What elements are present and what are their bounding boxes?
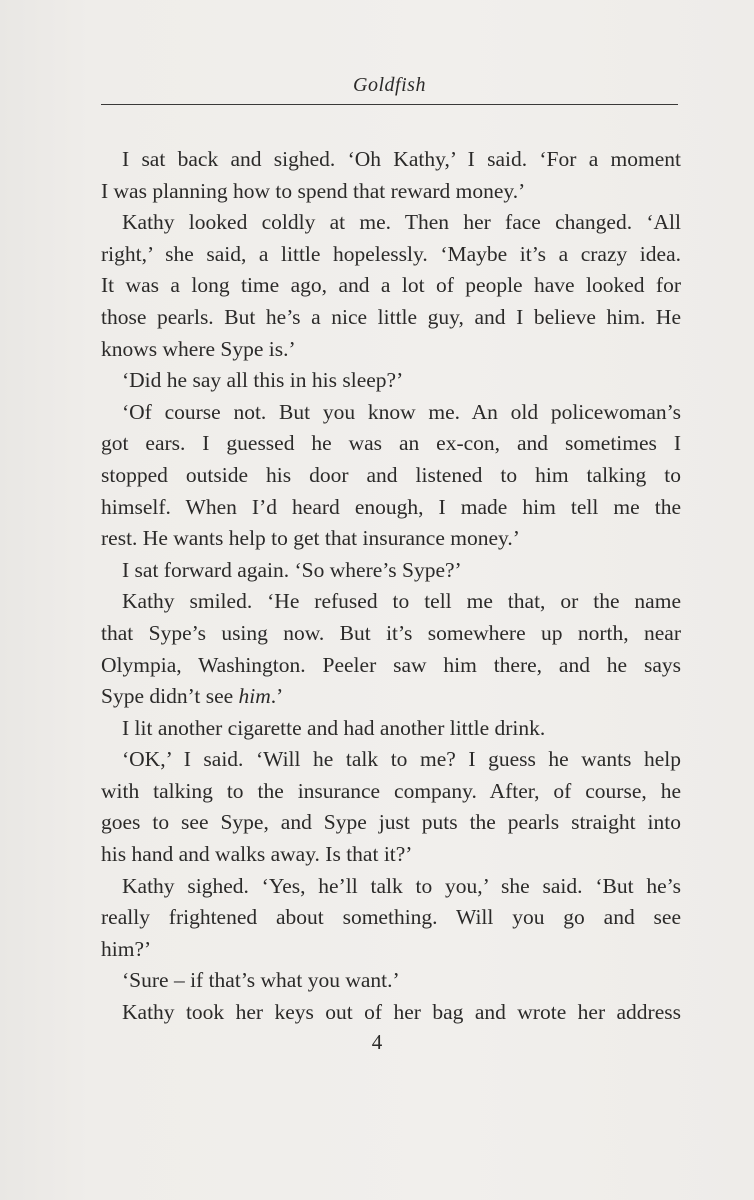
- text-line: I sat back and sighed. ‘Oh Kathy,’ I said. ‘For a moment: [122, 147, 681, 171]
- running-title: Goldfish: [353, 74, 426, 96]
- text-line: I lit another cigarette and had another little drink.: [122, 715, 546, 740]
- text-line: I sat forward again. ‘So where’s Sype?’: [122, 557, 462, 582]
- text-line: It was a long time ago, and a lot of people have looked for: [101, 273, 681, 298]
- paragraph: [101, 555, 681, 587]
- paragraph: [101, 997, 681, 1029]
- text-line: Kathy sighed. ‘Yes, he’ll talk to you,’ she said. ‘But he’s: [122, 873, 681, 898]
- text-line: I was planning how to spend that reward money.’: [101, 178, 526, 203]
- body-text: [101, 144, 681, 1029]
- paragraph: [101, 713, 681, 745]
- running-header: [101, 70, 678, 105]
- text-line: Kathy looked coldly at me. Then her face changed. ‘All: [122, 210, 681, 235]
- text-line: him?’: [101, 936, 152, 961]
- paragraph: [101, 586, 681, 712]
- text-line: knows where Sype is.’: [101, 336, 296, 361]
- text-line: ‘Sure – if that’s what you want.’: [122, 968, 400, 993]
- paragraph: [101, 871, 681, 966]
- text-line: himself. When I’d heard enough, I made him tell me the: [101, 494, 681, 519]
- text-run: .’: [270, 684, 284, 709]
- text-line: that Sype’s using now. But it’s somewhere up north, near: [101, 620, 681, 645]
- text-line: his hand and walks away. Is that it?’: [101, 842, 413, 867]
- text-line: rest. He wants help to get that insurance money.’: [101, 526, 520, 551]
- text-line: ‘Of course not. But you know me. An old policewoman’s: [122, 399, 681, 424]
- paragraph: [101, 207, 681, 365]
- paragraph: [101, 365, 681, 397]
- paragraph: [101, 144, 681, 207]
- emphasis-text: him: [238, 684, 271, 709]
- text-line: really frightened about something. Will you go and see: [101, 905, 681, 930]
- paragraph: [101, 744, 681, 870]
- text-line: Kathy took her keys out of her bag and wrote her address: [122, 1000, 681, 1025]
- text-line: goes to see Sype, and Sype just puts the pearls straight into: [101, 810, 681, 835]
- text-line: Kathy smiled. ‘He refused to tell me that, or the name: [122, 589, 681, 614]
- text-line: those pearls. But he’s a nice little guy, and I believe him. He: [101, 304, 681, 329]
- text-run: Sype didn’t see: [101, 684, 239, 709]
- paragraph: [101, 965, 681, 997]
- text-line: with talking to the insurance company. After, of course, he: [101, 778, 681, 803]
- text-line: got ears. I guessed he was an ex-con, and sometimes I: [101, 431, 681, 456]
- text-line: ‘OK,’ I said. ‘Will he talk to me? I guess he wants help: [122, 747, 681, 772]
- text-line: ‘Did he say all this in his sleep?’: [122, 368, 404, 393]
- paragraph: [101, 397, 681, 555]
- text-line: [101, 681, 681, 713]
- page-number: 4: [371, 1030, 383, 1054]
- text-line: stopped outside his door and listened to him talking to: [101, 462, 681, 487]
- text-line: Olympia, Washington. Peeler saw him there, and he says: [101, 652, 681, 677]
- text-line: right,’ she said, a little hopelessly. ‘Maybe it’s a crazy idea.: [101, 241, 681, 266]
